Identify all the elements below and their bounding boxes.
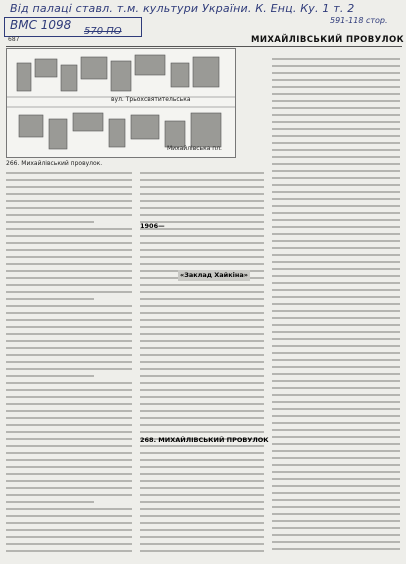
map-building [171, 63, 189, 87]
map-caption: 266. Михайлівський провулок. [6, 160, 103, 167]
map-building [131, 115, 159, 139]
page-number: 687 [8, 36, 20, 43]
map-building [35, 59, 57, 77]
street-map [6, 48, 236, 158]
map-square-label: Михайлівська пл. [167, 145, 222, 152]
map-building [109, 119, 125, 147]
handwritten-side-note: 591-118 стор. [330, 16, 388, 25]
map-street-label: вул. Трьохсвятительська [111, 96, 191, 103]
map-building [81, 57, 107, 79]
header-rule [6, 46, 402, 47]
street-map-drawing [7, 49, 235, 157]
running-head: МИХАЙЛІВСЬКИЙ ПРОВУЛОК [250, 35, 404, 45]
section-heading: 268. МИХАЙЛІВСЬКИЙ ПРОВУЛОК [140, 436, 269, 444]
map-building [165, 121, 185, 147]
archive-stamp-sub: 570 ПО [84, 26, 122, 37]
text-column-1 [6, 172, 132, 557]
entry-number: 1906— [140, 222, 165, 230]
map-building [191, 113, 221, 147]
map-building [73, 113, 103, 131]
map-building [135, 55, 165, 75]
highlighted-phrase: «Заклад Хайкіна» [180, 271, 248, 279]
map-building [19, 115, 43, 137]
handwritten-note-top: Від палаці ставл. т.м. культури України. К. Енц. Ку. 1 т. 2 [10, 2, 355, 15]
map-building [17, 63, 31, 91]
map-building [49, 119, 67, 149]
map-building [193, 57, 219, 87]
map-building [111, 61, 131, 91]
text-column-3 [272, 58, 400, 555]
map-building [61, 65, 77, 91]
archive-stamp-number: ВМС 1098 [10, 18, 72, 32]
